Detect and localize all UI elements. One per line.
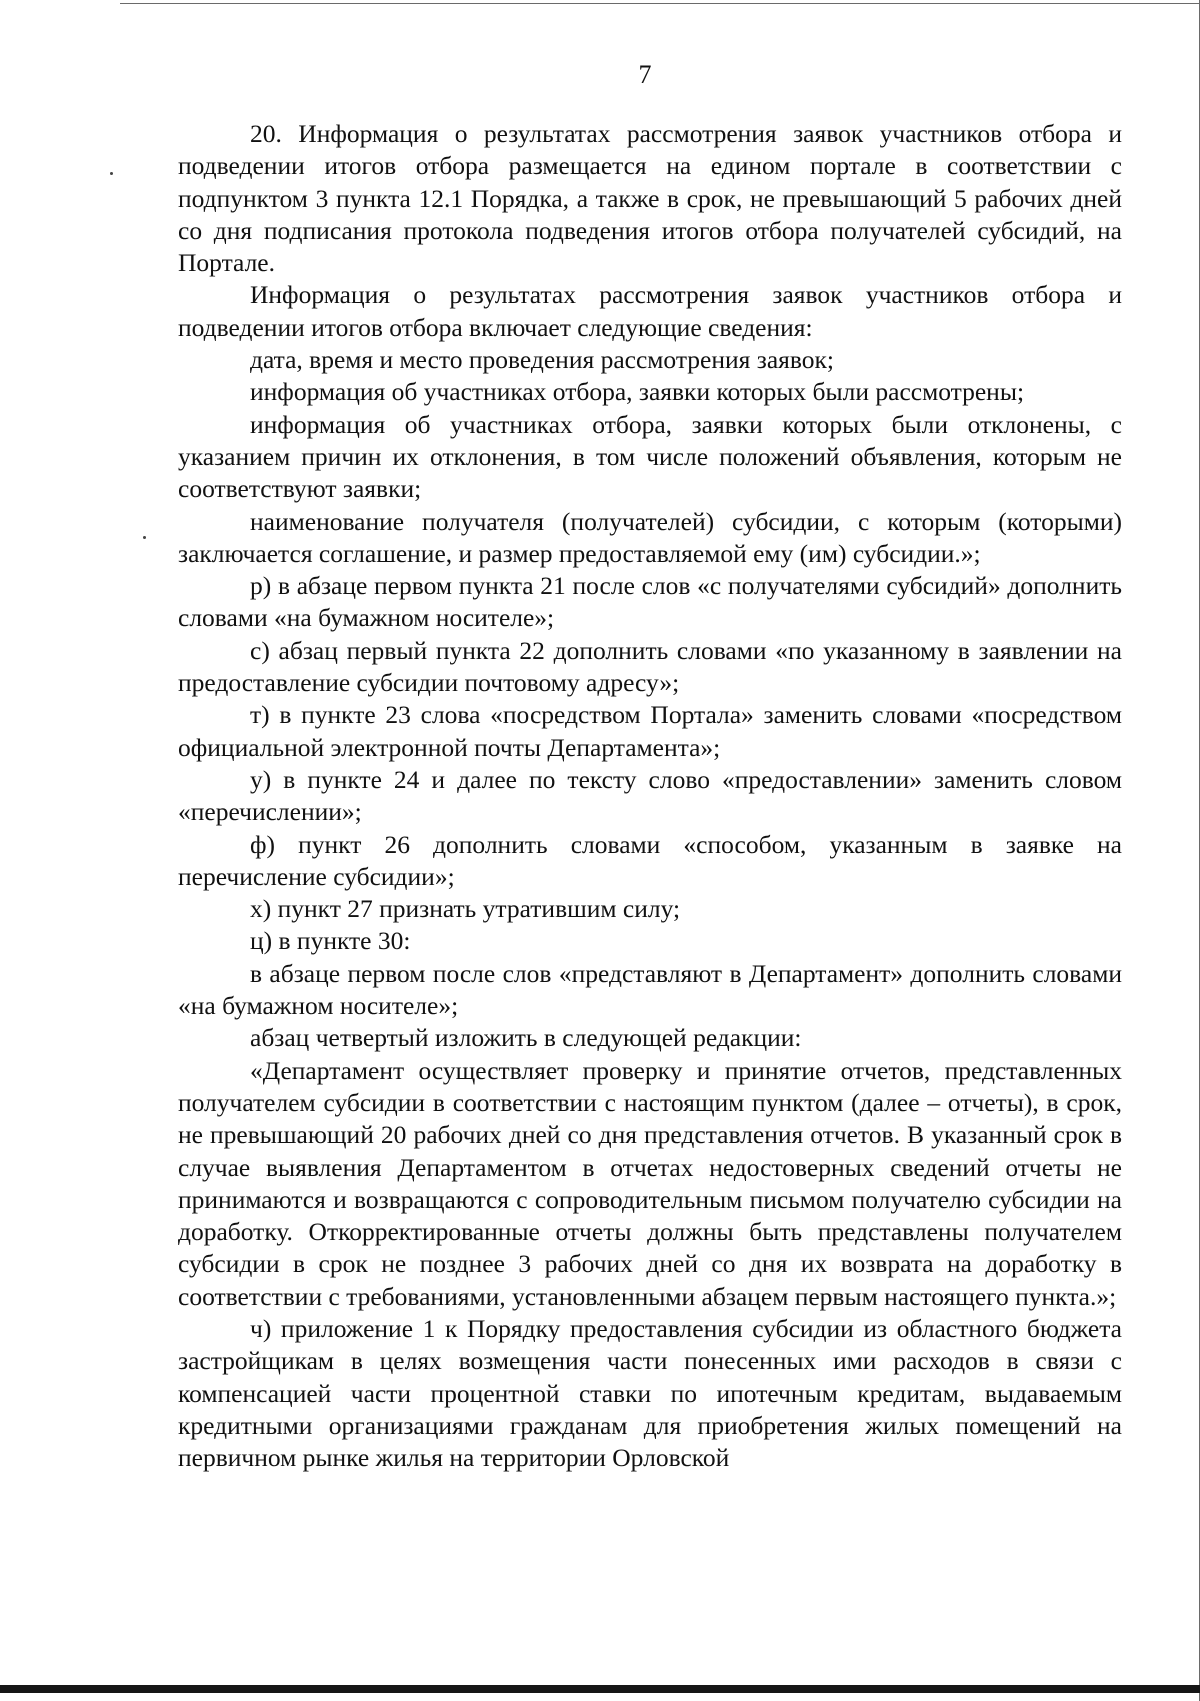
paragraph: ч) приложение 1 к Порядку предоставления субсидии из областного бюджета застройщикам в целях возмещения части понесенных ими расходов в связи с компенсацией части процентной ставки по ипотечным кредитам, выдаваемым кредитными организациями гражданам для приобретения жилых помещений на первичном рынке жилья на территории Орловской	[178, 1313, 1122, 1473]
paragraph: р) в абзаце первом пункта 21 после слов «с получателями субсидий» дополнить словами «на бумажном носителе»;	[178, 571, 1122, 633]
scan-top-edge	[120, 3, 1200, 4]
paragraph: «Департамент осуществляет проверку и принятие отчетов, представленных получателем субсидии в соответствии с настоящим пунктом (далее – отчеты), в срок, не превышающий 20 рабочих дней со дня представления отчетов. В указанный срок в случае выявления Департаментом в отчетах недостоверных сведений отчеты не принимаются и возвращаются с сопроводительным письмом получателю субсидии на доработку. Откорректированные отчеты должны быть представлены получателем субсидии в срок не позднее 3 рабочих дней со дня их возврата на доработку в соответствии с требованиями, установленными абзацем первым настоящего пункта.»;	[178, 1055, 1122, 1311]
paragraph: 20. Информация о результатах рассмотрения заявок участников отбора и подведении итогов отбора размещается на едином портале в соответствии с подпунктом 3 пункта 12.1 Порядка, а также в срок, не превышающий 5 рабочих дней со дня подписания протокола подведения итогов отбора получателей субсидий, на Портале.	[178, 119, 1122, 278]
paragraph: информация об участниках отбора, заявки которых были отклонены, с указанием причин их отклонения, в том числе положений объявления, которым не соответствуют заявки;	[178, 409, 1122, 504]
paragraph: у) в пункте 24 и далее по тексту слово «предоставлении» заменить словом «перечислении»;	[178, 764, 1122, 827]
paragraph: т) в пункте 23 слова «посредством Портала» заменить словами «посредством официальной электронной почты Департамента»;	[178, 700, 1122, 762]
scan-bottom-edge	[0, 1685, 1200, 1693]
paragraph: х) пункт 27 признать утратившим силу;	[250, 894, 681, 924]
paragraph: в абзаце первом после слов «представляют в Департамент» дополнить словами «на бумажном носителе»;	[178, 958, 1122, 1021]
scan-speck	[143, 536, 146, 539]
scan-speck	[110, 172, 113, 175]
paragraph: наименование получателя (получателей) субсидии, с которым (которыми) заключается соглашение, и размер предоставляемой ему (им) субсидии.»;	[178, 506, 1122, 568]
paragraph: ф) пункт 26 дополнить словами «способом, указанным в заявке на перечисление субсидии»;	[178, 829, 1122, 891]
paragraph: ц) в пункте 30:	[250, 926, 411, 956]
paragraph: дата, время и место проведения рассмотрения заявок;	[250, 345, 834, 375]
paragraph: Информация о результатах рассмотрения заявок участников отбора и подведении итогов отбора включает следующие сведения:	[178, 280, 1122, 342]
page-number: 7	[638, 60, 652, 89]
paragraph: информация об участниках отбора, заявки которых были рассмотрены;	[250, 377, 1025, 407]
paragraph: с) абзац первый пункта 22 дополнить словами «по указанному в заявлении на предоставление субсидии почтовому адресу»;	[178, 635, 1122, 698]
document-body	[178, 118, 1122, 1474]
paragraph: абзац четвертый изложить в следующей редакции:	[250, 1023, 802, 1053]
